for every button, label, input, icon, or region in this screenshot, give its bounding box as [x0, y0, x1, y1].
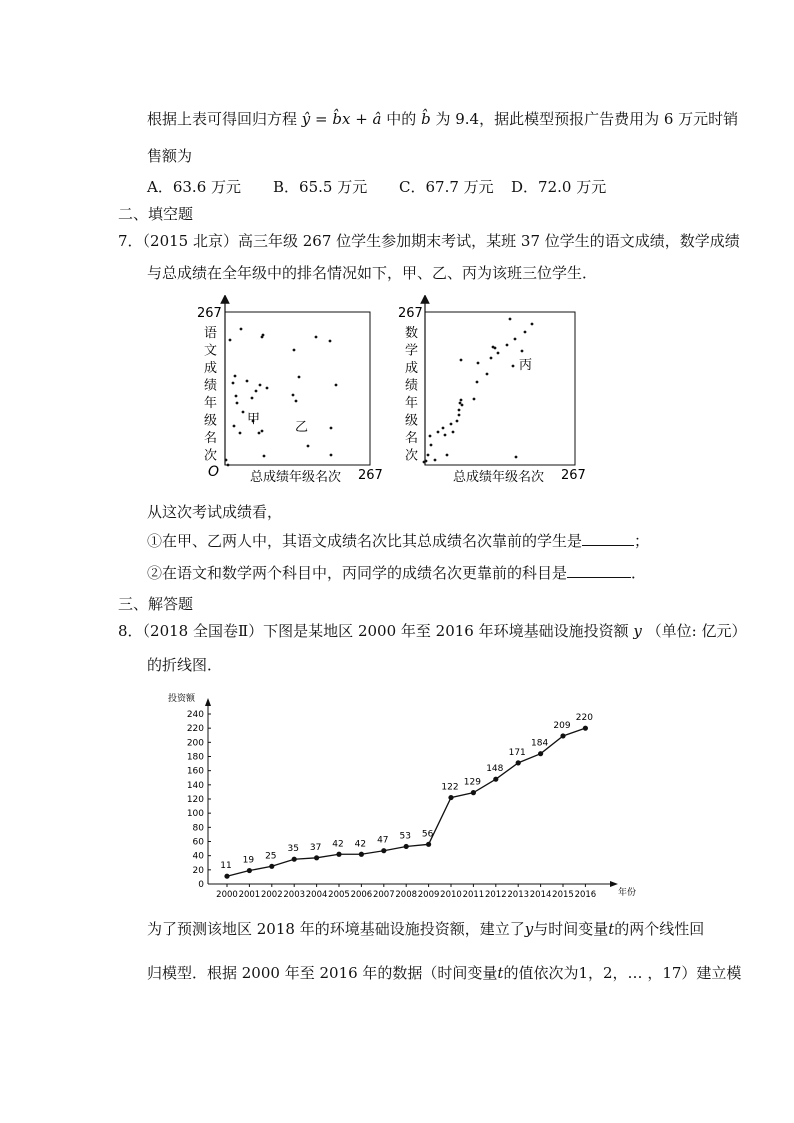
answer-blank-2[interactable]: [567, 564, 631, 578]
scatter-left-dots: [225, 328, 338, 467]
label-jia: 甲: [247, 412, 261, 427]
scatter-right-ylabel-char-4: 年: [405, 396, 419, 411]
scatter-left-max-x: 267: [358, 468, 383, 483]
scatter-left-dot: [335, 384, 338, 387]
q7-sub2-end: ．: [631, 564, 647, 582]
data-label: 209: [553, 720, 571, 731]
scatter-left-ylabel-char-2: 成: [204, 361, 218, 376]
scatter-right-dot: [429, 435, 432, 438]
section-fill-in: 二、填空题: [118, 205, 194, 223]
q7-sub1: [147, 530, 649, 551]
scatter-right-ylabel-char-2: 成: [405, 361, 419, 376]
scatter-right-dot: [423, 461, 426, 464]
section-solve: 三、解答题: [118, 595, 194, 613]
x-tick-label: 2014: [529, 890, 552, 900]
scatter-left-dot: [259, 384, 262, 387]
x-tick-label: 2010: [440, 890, 462, 900]
scatter-left-dot: [307, 445, 310, 448]
q8-line1: [118, 620, 746, 641]
data-label: 122: [441, 782, 459, 793]
scatter-right-dot: [446, 454, 449, 457]
y-tick-label: 40: [192, 851, 204, 862]
y-tick-label: 100: [186, 809, 204, 820]
chart-y-ticks: [187, 710, 211, 890]
y-tick-label: 240: [186, 710, 204, 720]
q8-line2: 的折线图．: [147, 656, 223, 674]
scatter-right-dot: [437, 431, 440, 434]
answer-blank-1[interactable]: [582, 532, 634, 546]
data-label: 129: [463, 777, 481, 788]
scatter-left-ylabel: [204, 326, 217, 464]
scatter-left-dot: [242, 411, 245, 414]
data-label: 148: [486, 764, 504, 775]
scatter-figure: [195, 295, 595, 485]
scatter-right-dots: [423, 318, 534, 464]
scatter-left-dot: [261, 430, 264, 433]
scatter-right-dot: [459, 402, 462, 405]
scatter-left-ylabel-char-4: 年: [204, 396, 218, 411]
option-a: A．63.6 万元: [147, 178, 241, 196]
scatter-left-dot: [227, 464, 230, 467]
y-tick-label: 220: [186, 724, 204, 735]
scatter-right-ylabel-char-0: 数: [405, 326, 419, 341]
scatter-right-dot: [442, 427, 445, 430]
scatter-left-dot: [235, 395, 238, 398]
data-label: 53: [399, 831, 411, 842]
scatter-right-dot: [506, 344, 509, 347]
q7-line1: 7．（2015 北京）高三年级 267 位学生参加期末考试，某班 37 位学生的语文成绩，数学成绩: [118, 232, 740, 250]
scatter-right-ylabel-char-3: 绩: [405, 378, 419, 394]
q8-after1-t: t: [608, 920, 615, 938]
scatter-right-dot: [509, 318, 512, 321]
x-tick-label: 2006: [350, 890, 373, 900]
x-tick-label: 2009: [417, 890, 440, 900]
data-label: 37: [309, 842, 322, 853]
data-point: [404, 844, 409, 849]
y-tick-label: 0: [198, 880, 204, 890]
chart-series-line: [227, 728, 585, 876]
scatter-left-dot: [236, 402, 239, 405]
data-label: 184: [531, 738, 549, 749]
scatter-left-ylabel-char-3: 绩: [204, 378, 218, 394]
scatter-right-dot: [473, 398, 476, 401]
option-d: D．72.0 万元: [511, 178, 607, 196]
scatter-right-frame: [425, 312, 575, 465]
x-tick-label: 2002: [260, 890, 283, 900]
q6-line2: 售额为: [147, 147, 193, 165]
q7-sub2-text: ②在语文和数学两个科目中，丙同学的成绩名次更靠前的科目是: [147, 564, 568, 582]
data-label: 19: [242, 855, 255, 866]
scatter-left-dot: [225, 459, 228, 462]
option-b: B．65.5 万元: [273, 178, 368, 196]
scatter-right-dot: [524, 331, 527, 334]
scatter-left-dot: [262, 334, 265, 337]
scatter-left-dot: [229, 339, 232, 342]
scatter-right-dot: [452, 431, 455, 434]
data-point: [224, 874, 229, 879]
scatter-left-origin: O: [208, 464, 220, 480]
data-point: [560, 733, 565, 738]
data-point: [292, 857, 297, 862]
scatter-right-dot: [444, 434, 447, 437]
data-label: 35: [287, 844, 299, 855]
data-point: [471, 790, 476, 795]
scatter-left: [197, 299, 383, 485]
label-bing: 丙: [519, 358, 533, 373]
q7-sub1-end: ；: [634, 532, 650, 550]
q6-text-b: 中的: [386, 110, 417, 128]
q7-sub2: [147, 562, 646, 583]
data-point: [359, 852, 364, 857]
scatter-left-frame: [225, 312, 370, 465]
scatter-left-xlabel: 总成绩年级名次: [250, 470, 342, 485]
scatter-left-ylabel-char-5: 级: [204, 413, 218, 429]
scatter-left-dot: [330, 454, 333, 457]
scatter-left-dot: [295, 400, 298, 403]
data-point: [426, 842, 431, 847]
scatter-right-dot: [497, 352, 500, 355]
scatter-right-dot: [515, 456, 518, 459]
scatter-right-dot: [531, 323, 534, 326]
scatter-right-ylabel-char-5: 级: [405, 413, 419, 429]
x-tick-label: 2011: [462, 890, 485, 900]
scatter-right-dot: [512, 365, 515, 368]
scatter-left-dot: [298, 376, 301, 379]
q8-after1: [147, 918, 704, 939]
q8-after1-a: 为了预测该地区 2018 年的环境基础设施投资额，建立了: [147, 920, 525, 938]
q8-after2-c: ）建立模: [681, 964, 742, 982]
chart-ylabel: 投资额: [168, 694, 196, 704]
q8-after1-b: 与时间变量: [533, 920, 609, 938]
scatter-left-dot: [263, 455, 266, 458]
scatter-left-dot: [234, 375, 237, 378]
scatter-left-dot: [258, 432, 261, 435]
scatter-left-dot: [315, 336, 318, 339]
scatter-right-ylabel-char-6: 名: [405, 431, 419, 446]
scatter-right-dot: [521, 350, 524, 353]
x-tick-label: 2012: [484, 890, 507, 900]
regression-formula: ŷ = b̂x + â: [301, 110, 382, 128]
scatter-right-dot: [456, 420, 459, 423]
data-point: [247, 868, 252, 873]
data-point: [493, 777, 498, 782]
data-label: 25: [265, 851, 277, 862]
scatter-right-ylabel-char-1: 学: [405, 343, 419, 359]
x-tick-label: 2000: [216, 890, 238, 900]
scatter-left-dot: [255, 390, 258, 393]
q7-line2: 与总成绩在全年级中的排名情况如下，甲、乙、丙为该班三位学生．: [147, 264, 598, 282]
scatter-right-ylabel: [405, 325, 418, 464]
x-tick-label: 2003: [283, 890, 306, 900]
data-label: 56: [421, 829, 434, 840]
y-tick-label: 120: [186, 795, 204, 805]
q6-text-c: 为 9.4，据此模型预报广告费用为 6 万元时销: [435, 110, 739, 128]
scatter-left-dot: [240, 328, 243, 331]
data-point: [336, 852, 341, 857]
q6-text-a: 根据上表可得回归方程: [147, 110, 298, 128]
x-tick-label: 2004: [305, 890, 328, 900]
x-tick-label: 2008: [395, 890, 418, 900]
scatter-right-dot: [486, 373, 489, 376]
q8-after2: [147, 962, 741, 983]
label-yi: 乙: [295, 420, 309, 435]
investment-line-chart: [160, 688, 640, 903]
data-point: [448, 795, 453, 800]
q8-after2-b: 的值依次为: [503, 964, 579, 982]
scatter-right: [398, 299, 586, 485]
scatter-right-ylabel-char-7: 次: [405, 448, 419, 464]
scatter-left-ylabel-char-6: 名: [204, 431, 218, 446]
q7-intro: 从这次考试成绩看，: [147, 503, 283, 521]
y-tick-label: 80: [192, 823, 204, 834]
chart-x-axis-arrow: [610, 881, 618, 887]
q8-y-var: y: [633, 622, 642, 640]
scatter-left-dot: [251, 397, 254, 400]
scatter-right-dot: [477, 362, 480, 365]
q8-line1-text: 8．（2018 全国卷Ⅱ）下图是某地区 2000 年至 2016 年环境基础设施投资额: [118, 622, 629, 640]
scatter-left-dot: [233, 425, 236, 428]
scatter-left-ylabel-char-1: 文: [204, 343, 218, 359]
scatter-right-dot: [430, 444, 433, 447]
y-tick-label: 60: [192, 837, 204, 848]
y-tick-label: 140: [186, 780, 204, 791]
q8-after2-t: t: [497, 964, 504, 982]
y-tick-label: 20: [192, 865, 204, 876]
y-tick-label: 200: [186, 738, 204, 749]
scatter-right-dot: [450, 423, 453, 426]
data-label: 11: [220, 861, 232, 872]
scatter-right-dot: [460, 359, 463, 362]
q8-after2-vals: 1，2，… ，17: [578, 964, 682, 982]
scatter-right-dot: [476, 381, 479, 384]
scatter-left-dot: [292, 394, 295, 397]
chart-y-axis-arrow: [205, 698, 211, 706]
q8-line1-end: （单位: 亿元）: [646, 622, 747, 640]
data-label: 47: [377, 835, 389, 846]
x-tick-label: 2016: [574, 890, 597, 900]
scatter-right-dot: [490, 357, 493, 360]
x-tick-label: 2001: [238, 890, 261, 900]
q8-after1-y: y: [524, 920, 534, 938]
data-point: [538, 751, 543, 756]
scatter-left-dot: [266, 387, 269, 390]
scatter-left-max-y: 267: [197, 306, 222, 321]
data-label: 171: [508, 747, 526, 758]
scatter-right-dot: [458, 409, 461, 412]
scatter-right-dot: [494, 347, 497, 350]
scatter-left-ylabel-char-0: 语: [204, 326, 218, 341]
y-tick-label: 160: [186, 766, 204, 777]
scatter-left-dot: [232, 382, 235, 385]
scatter-right-max-y: 267: [398, 306, 423, 321]
scatter-right-max-x: 267: [561, 468, 586, 483]
scatter-left-dot: [330, 427, 333, 430]
data-point: [381, 848, 386, 853]
scatter-left-dot: [293, 349, 296, 352]
x-tick-label: 2005: [328, 890, 350, 900]
scatter-right-xlabel: 总成绩年级名次: [453, 470, 545, 485]
data-point: [583, 726, 588, 731]
scatter-right-dot: [461, 404, 464, 407]
q7-sub1-text: ①在甲、乙两人中，其语文成绩名次比其总成绩名次靠前的学生是: [147, 532, 583, 550]
scatter-left-dot: [329, 340, 332, 343]
bhat-symbol: b̂: [421, 110, 431, 128]
x-tick-label: 2013: [507, 890, 530, 900]
data-label: 42: [354, 839, 367, 850]
data-label: 42: [332, 839, 344, 850]
option-c: C．67.7 万元: [399, 178, 494, 196]
chart-xlabel: 年份: [618, 888, 637, 898]
q8-after2-a: 归模型．根据 2000 年至 2016 年的数据（时间变量: [147, 964, 498, 982]
scatter-left-dot: [246, 380, 249, 383]
scatter-left-ylabel-char-7: 次: [204, 448, 218, 464]
scatter-right-dot: [434, 459, 437, 462]
scatter-right-dot: [514, 338, 517, 341]
chart-x-ticks: [216, 884, 596, 900]
data-point: [314, 855, 319, 860]
scatter-right-dot: [427, 454, 430, 457]
q8-after1-c: 的两个线性回: [614, 920, 705, 938]
scatter-right-dot: [458, 414, 461, 417]
x-tick-label: 2007: [372, 890, 395, 900]
data-point: [516, 760, 521, 765]
scatter-right-dot: [460, 399, 463, 402]
x-tick-label: 2015: [552, 890, 574, 900]
scatter-left-dot: [239, 432, 242, 435]
data-label: 220: [575, 713, 593, 724]
q6-line1: [147, 108, 738, 129]
y-tick-label: 180: [186, 752, 204, 763]
data-point: [269, 864, 274, 869]
